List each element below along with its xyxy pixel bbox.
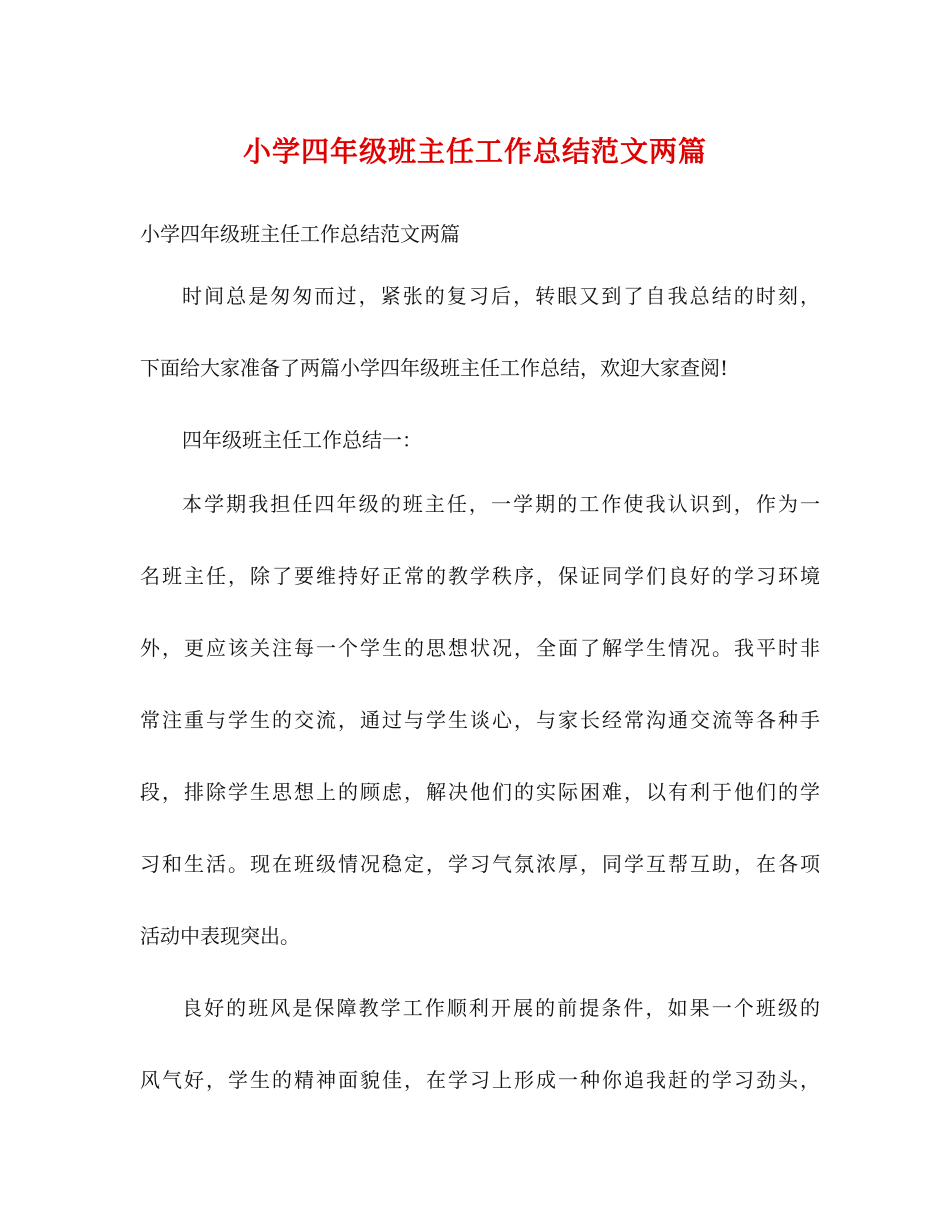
paragraph-line: 常注重与学生的交流，通过与学生谈心，与家长经常沟通交流等各种手 [140, 708, 820, 732]
document-title: 小学四年级班主任工作总结范文两篇 [242, 135, 707, 168]
paragraph-line: 风气好，学生的精神面貌佳，在学习上形成一种你追我赶的学习劲头， [140, 1068, 820, 1092]
subtitle-line: 小学四年级班主任工作总结范文两篇 [140, 222, 460, 246]
paragraph-line: 时间总是匆匆而过，紧张的复习后，转眼又到了自我总结的时刻， [182, 284, 820, 308]
section-heading: 四年级班主任工作总结一： [182, 428, 422, 452]
paragraph-line: 外，更应该关注每一个学生的思想状况，全面了解学生情况。我平时非 [140, 636, 820, 660]
paragraph-line: 本学期我担任四年级的班主任，一学期的工作使我认识到，作为一 [182, 492, 820, 516]
paragraph-line: 下面给大家准备了两篇小学四年级班主任工作总结，欢迎大家查阅! [140, 356, 729, 380]
paragraph-line: 良好的班风是保障教学工作顺利开展的前提条件，如果一个班级的 [182, 996, 820, 1020]
paragraph-line: 段，排除学生思想上的顾虑，解决他们的实际困难，以有利于他们的学 [140, 780, 820, 804]
paragraph-line: 活动中表现突出。 [140, 924, 300, 948]
paragraph-line: 名班主任，除了要维持好正常的教学秩序，保证同学们良好的学习环境 [140, 564, 820, 588]
paragraph-line: 习和生活。现在班级情况稳定，学习气氛浓厚，同学互帮互助，在各项 [140, 852, 820, 876]
